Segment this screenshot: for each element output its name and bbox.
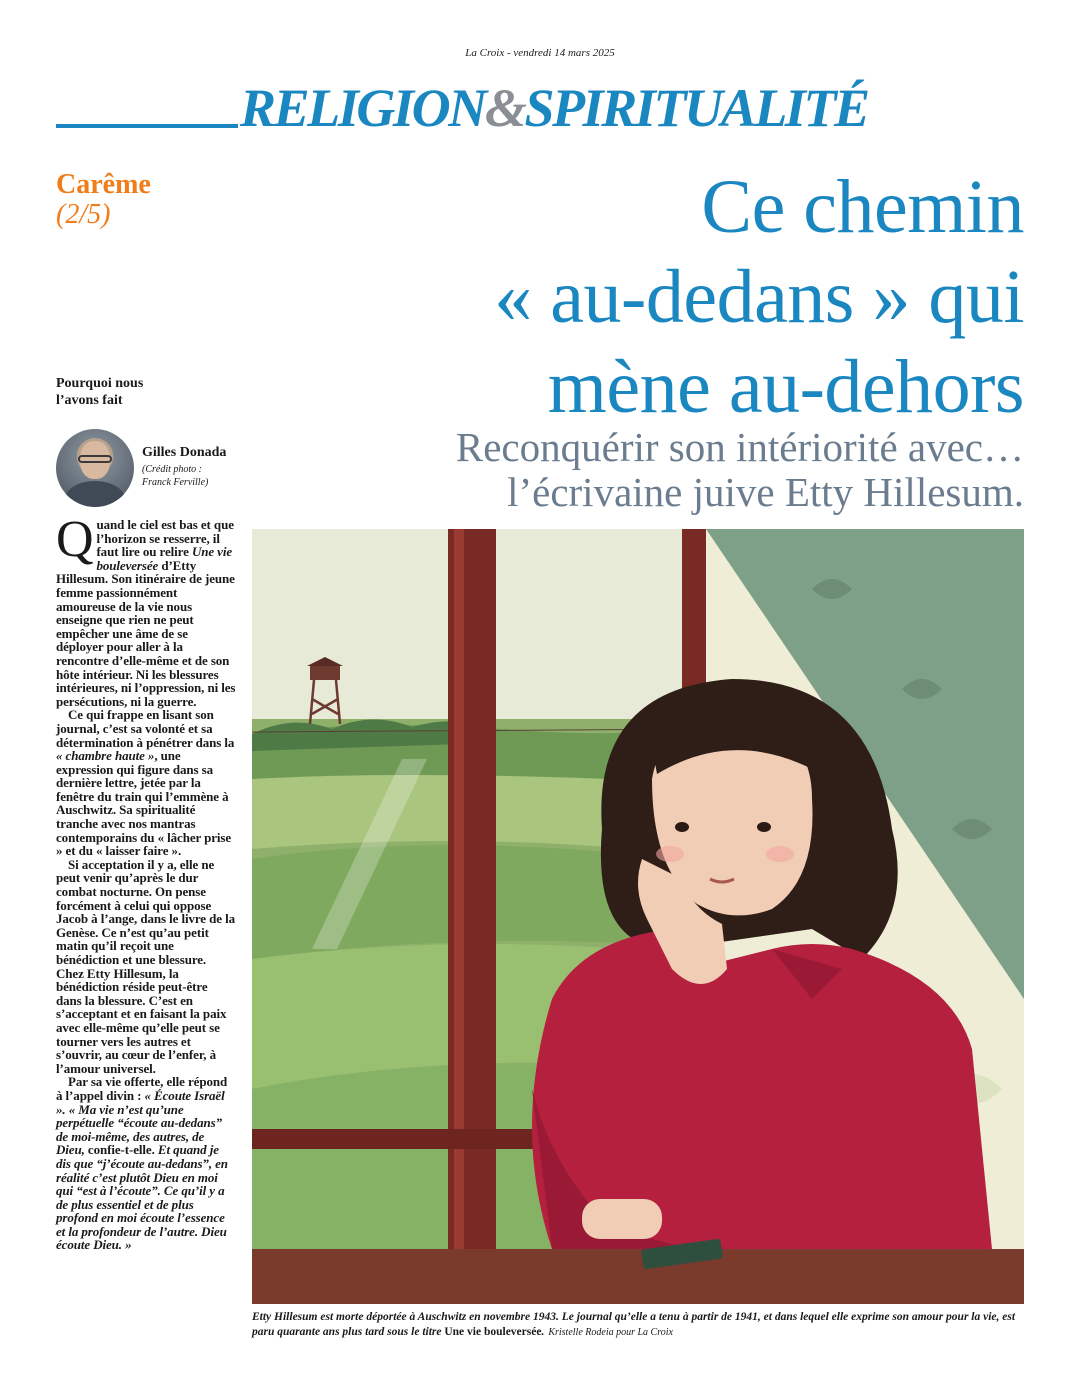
headline-line-1: Ce chemin	[701, 165, 1024, 249]
dateline: La Croix - vendredi 14 mars 2025	[465, 47, 615, 59]
photo-credit-line-2: Franck Ferville)	[142, 477, 209, 488]
author-block	[56, 429, 246, 509]
paragraph-3: Si acceptation il y a, elle ne peut venir qu’après le dur combat nocturne. On pense forcément à celui qui oppose Jacob à l’ange, dans le livre de la Genèse. Ce n’est qu’au petit matin qu’il reçoit une bénédiction et une blessure. Chez Etty Hillesum, la bénédiction réside peut-être dans la blessure. C’est en s’acceptant et en faisant la paix avec elle-même qu’elle peut se tourner vers les autres et s’ouvrir, au cœur de l’enfer, à l’amour universel.	[56, 856, 235, 1076]
kicker-label: Carême	[56, 169, 151, 200]
article-body	[56, 511, 236, 1253]
deck-line-1: Reconquérir son intériorité avec…	[455, 424, 1024, 470]
headline-line-2: « au-dedans » qui	[494, 255, 1024, 339]
why-we-did-it	[56, 375, 206, 409]
deck-line-2: l’écrivaine juive Etty Hillesum.	[507, 469, 1024, 515]
avatar	[56, 429, 134, 507]
why-line-2: l’avons fait	[56, 393, 123, 408]
rubric-rule	[56, 124, 238, 128]
section-rubric	[240, 78, 1030, 138]
author-name: Gilles Donada	[142, 445, 227, 460]
photo-credit	[142, 463, 208, 489]
paragraph-2: Ce qui frappe en lisant son journal, c’est sa volonté et sa détermination à pénétrer dans la « chambre haute », une expression qui figure dans sa dernière lettre, jetée par la fenêtre du train qui l’emmène à Auschwitz. Sa spiritualité tranche avec nos mantras contemporains du « lâcher prise » et du « laisser faire ».	[56, 707, 235, 859]
why-line-1: Pourquoi nous	[56, 376, 144, 391]
rubric-religion: RELIGION	[240, 78, 485, 138]
paragraph-1: Quand le ciel est bas et que l’horizon se resserre, il faut lire ou relire Une vie bouleversée d’Etty Hillesum. Son itinéraire de jeune femme passionnément amoureuse de la vie nous enseigne que rien ne peut empêcher une âme de se déployer pour aller à la rencontre d’elle-même et de son hôte intérieur. Ni les blessures intérieures, ni l’oppression, ni les persécutions, ni la guerre.	[56, 511, 236, 709]
paragraph-4: Par sa vie offerte, elle répond à l’appel divin : « Écoute Israël ». « Ma vie n’est qu’une perpétuelle “écoute au-dedans” de moi-même, des autres, de Dieu, confie-t-elle. Et quand je dis que “j’écoute au-dedans”, en réalité c’est plutôt Dieu en moi qui “est à l’écoute”. Ce qu’il y a de plus essentiel et de plus profond en moi écoute l’essence et la profondeur de l’autre. Dieu écoute Dieu. »	[56, 1074, 228, 1253]
headline	[304, 162, 1024, 432]
illustration-etty-hillesum	[252, 529, 1024, 1304]
illustration-caption: Etty Hillesum est morte déportée à Auschwitz en novembre 1943. Le journal qu’elle a tenu à partir de 1941, et dans lequel elle exprime son amour pour la vie, est paru quarante ans plus tard sous le titre Une vie bouleversée. Kristelle Rodeia pour La Croix	[252, 1311, 1016, 1338]
drop-cap: Q	[56, 511, 94, 568]
kicker-part: (2/5)	[56, 199, 111, 230]
rubric-ampersand: &	[484, 78, 525, 138]
rubric-spiritualite: SPIRITUALITÉ	[524, 78, 868, 138]
deck	[264, 425, 1024, 515]
caption-book-title: Une vie bouleversée	[444, 1326, 542, 1338]
illustration-credit: Kristelle Rodeia pour La Croix	[548, 1327, 673, 1338]
headline-line-3: mène au-dehors	[547, 345, 1024, 429]
photo-credit-line-1: (Crédit photo :	[142, 464, 202, 475]
